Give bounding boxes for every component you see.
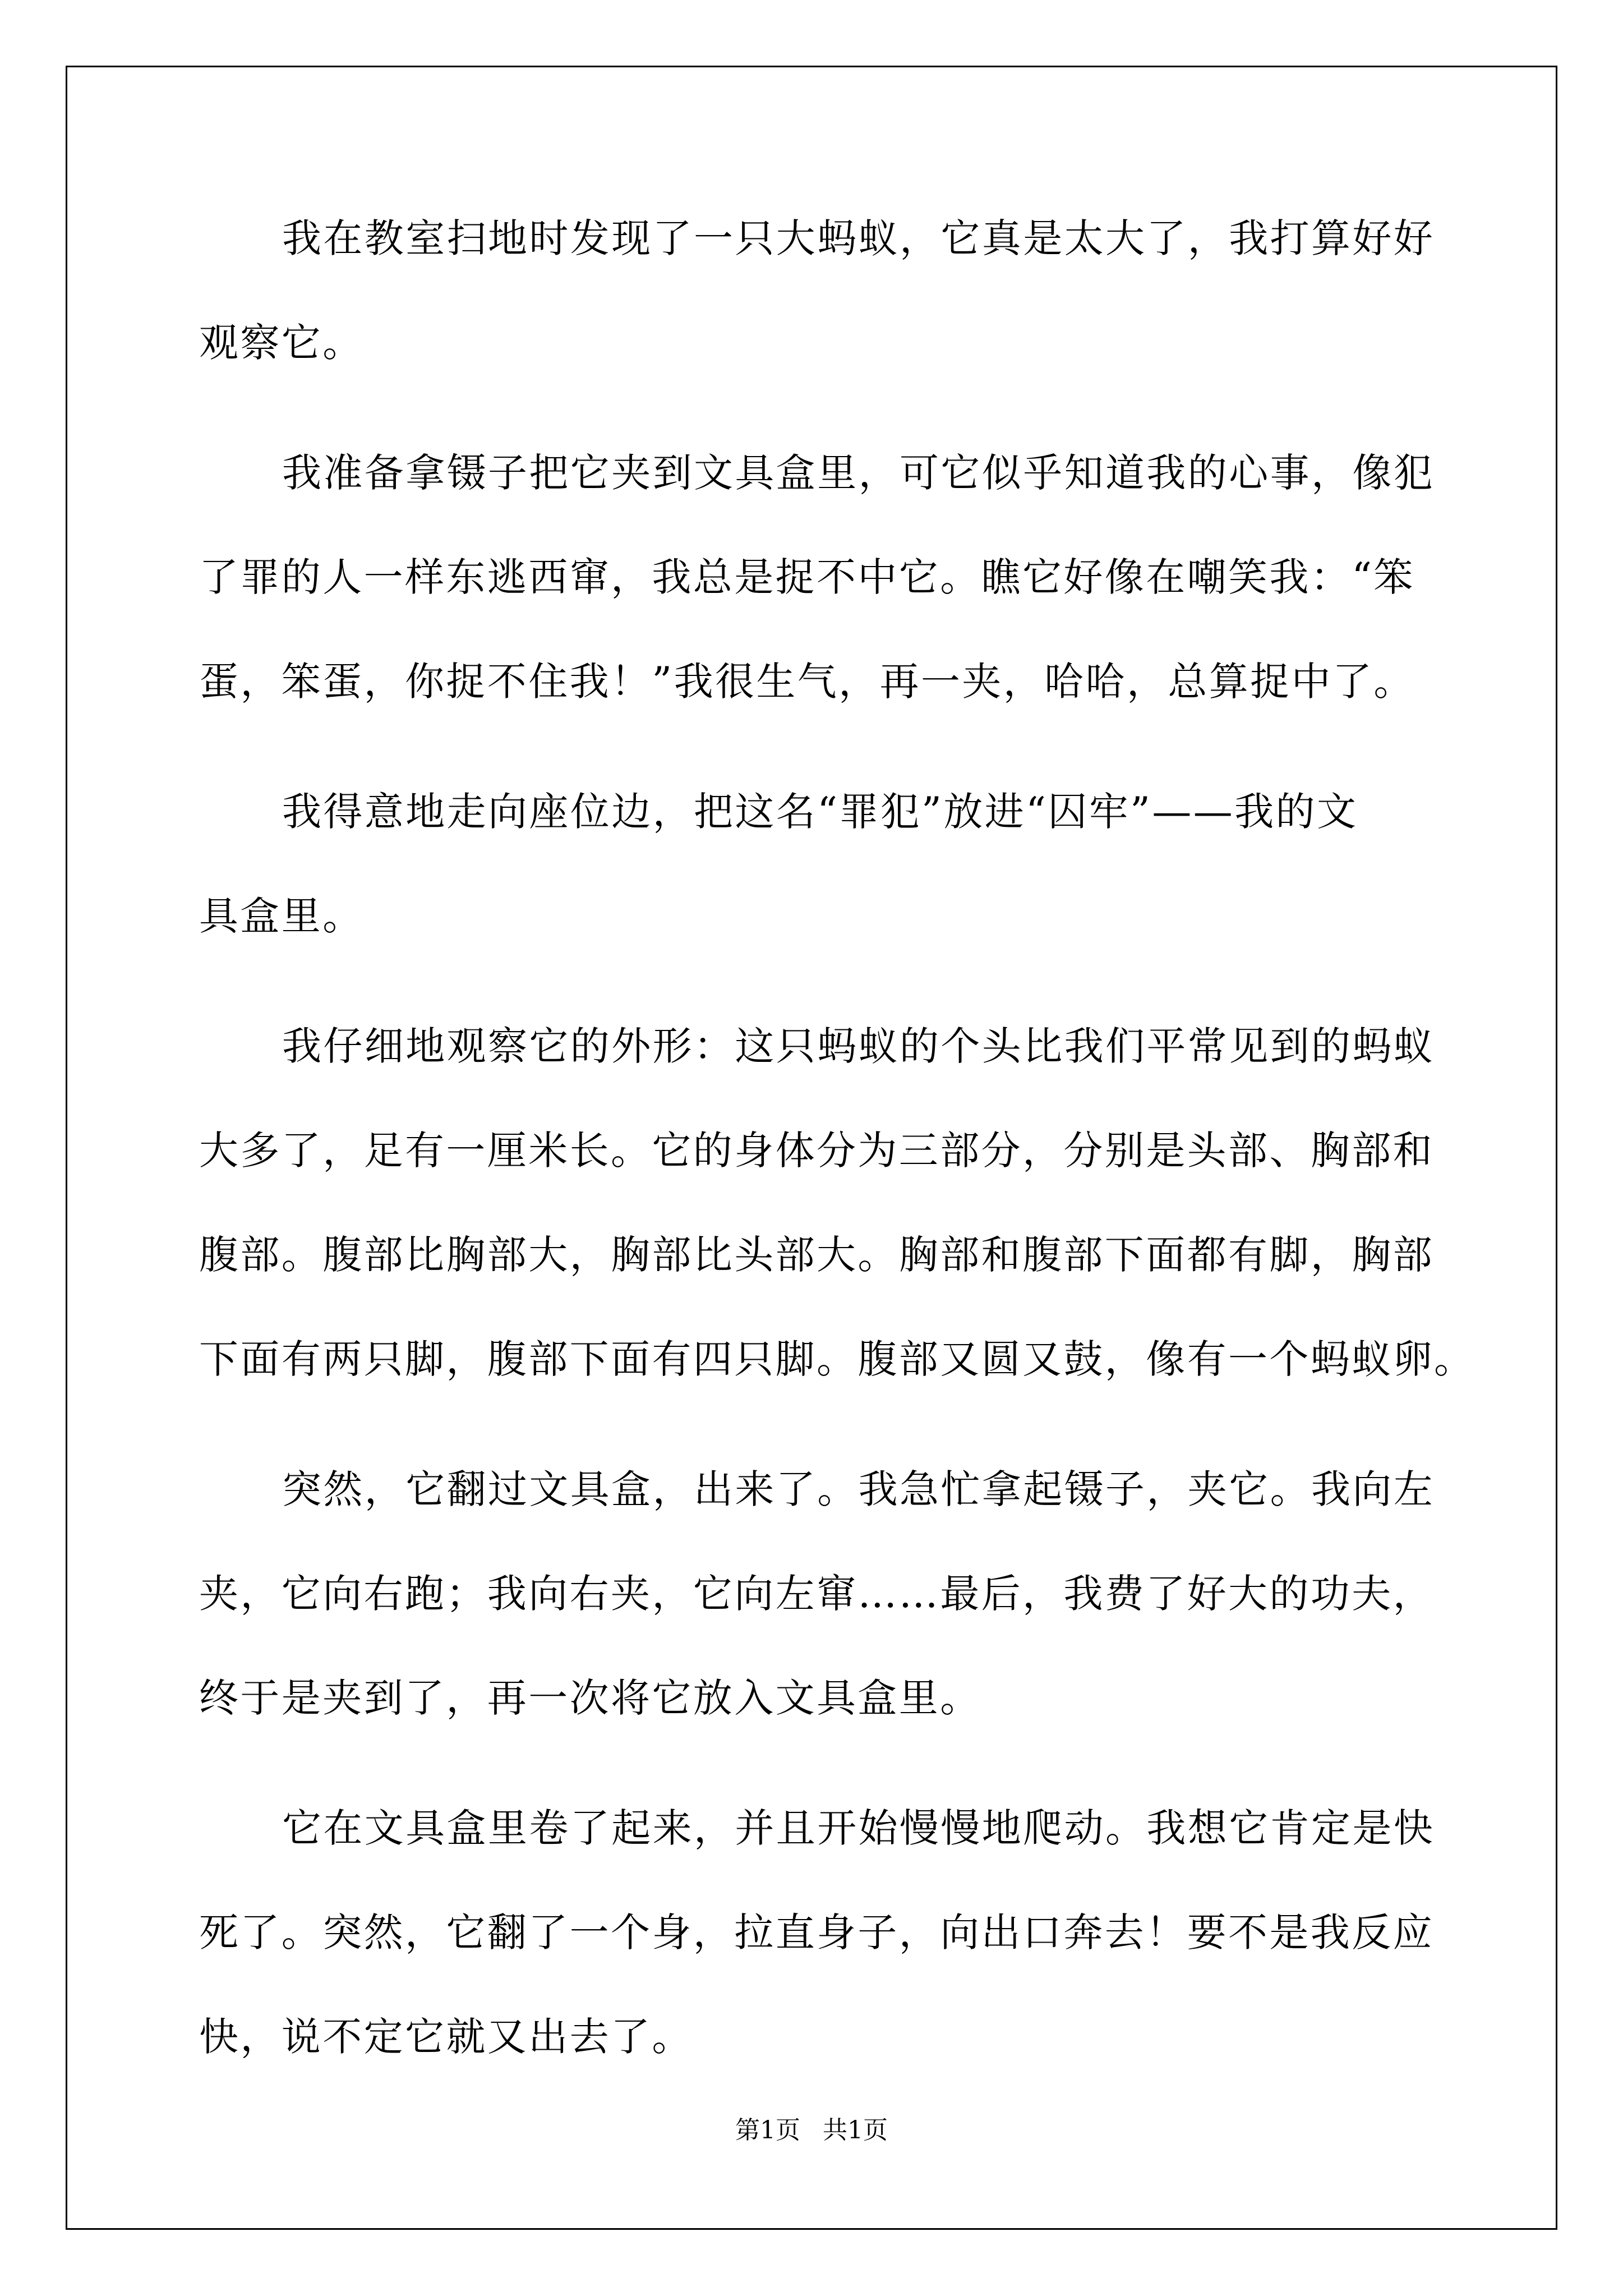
text-line: 夹，它向右跑；我向右夹，它向左窜……最后，我费了好大的功夫，	[199, 1571, 1434, 1617]
text-line: 了罪的人一样东逃西窜，我总是捉不中它。瞧它好像在嘲笑我：“笨	[199, 554, 1415, 600]
page-total: 共1页	[823, 2116, 888, 2145]
text-line: 下面有两只脚，腹部下面有四只脚。腹部又圆又鼓，像有一个蚂蚁卵。	[199, 1336, 1476, 1382]
page-number: 第1页	[735, 2116, 800, 2145]
page-footer	[0, 2115, 1623, 2146]
text-line: 它在文具盒里卷了起来，并且开始慢慢地爬动。我想它肯定是快	[282, 1805, 1435, 1851]
text-line: 我准备拿镊子把它夹到文具盒里，可它似乎知道我的心事，像犯	[282, 450, 1435, 496]
text-line: 死了。突然，它翻了一个身，拉直身子，向出口奔去！要不是我反应	[199, 1910, 1434, 1955]
text-line: 我在教室扫地时发现了一只大蚂蚁，它真是太大了，我打算好好	[282, 215, 1435, 261]
text-line: 蛋，笨蛋，你捉不住我！”我很生气，再一夹，哈哈，总算捉中了。	[199, 659, 1415, 705]
text-line: 终于是夹到了，再一次将它放入文具盒里。	[199, 1675, 981, 1721]
text-line: 腹部。腹部比胸部大，胸部比头部大。胸部和腹部下面都有脚，胸部	[199, 1232, 1434, 1278]
text-line: 我仔细地观察它的外形：这只蚂蚁的个头比我们平常见到的蚂蚁	[282, 1023, 1435, 1069]
text-line: 我得意地走向座位边，把这名“罪犯”放进“囚牢”——我的文	[282, 789, 1358, 835]
text-line: 突然，它翻过文具盒，出来了。我急忙拿起镊子，夹它。我向左	[282, 1466, 1435, 1512]
text-line: 大多了，足有一厘米长。它的身体分为三部分，分别是头部、胸部和	[199, 1128, 1434, 1174]
text-line: 具盒里。	[199, 893, 364, 939]
text-line: 观察它。	[199, 320, 364, 366]
text-line: 快，说不定它就又出去了。	[199, 2014, 693, 2060]
